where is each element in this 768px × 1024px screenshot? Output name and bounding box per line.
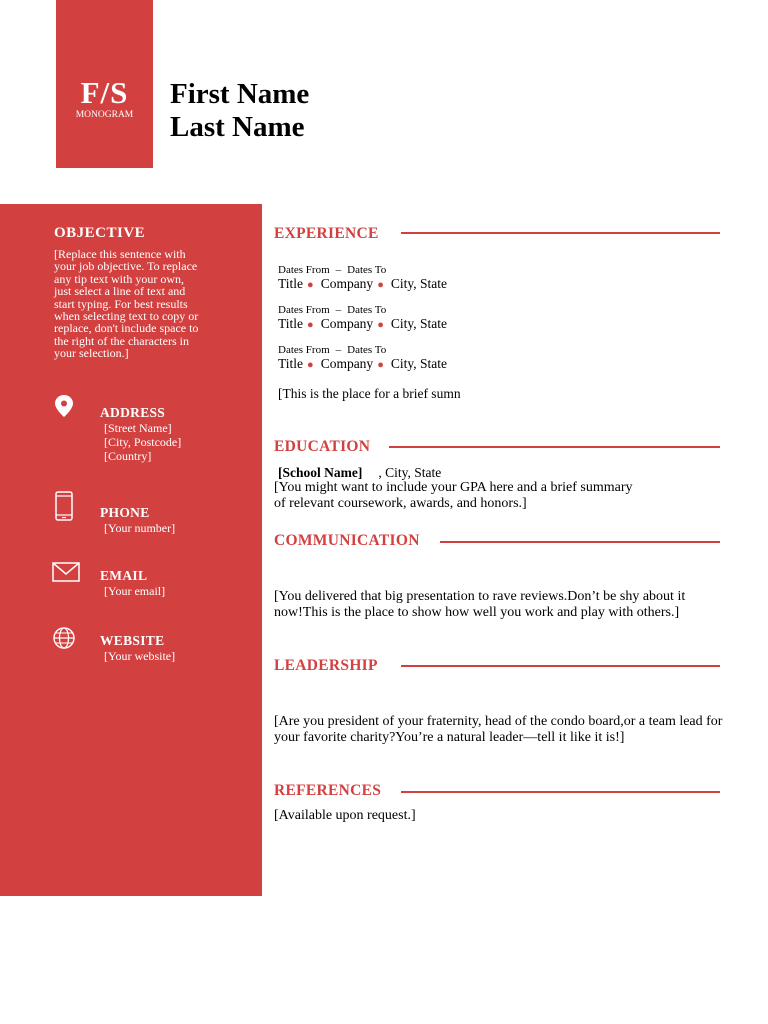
job-2-date-dash: – (335, 304, 342, 316)
bullet-dot-icon: ● (307, 359, 314, 371)
job-3-line (278, 356, 447, 373)
bullet-dot-icon: ● (377, 279, 384, 291)
address-country: [Country] (104, 449, 152, 463)
job-1-location: City, State (390, 276, 447, 291)
last-name: Last Name (170, 111, 305, 143)
first-name: First Name (170, 78, 310, 110)
monogram-label: MONOGRAM (75, 110, 134, 120)
website-value: [Your website] (104, 649, 176, 663)
job-1-dates (278, 264, 386, 276)
job-2-company: Company (320, 316, 374, 331)
bullet-dot-icon: ● (377, 319, 384, 331)
address-street: [Street Name] (104, 421, 172, 435)
school-name: [School Name] (278, 465, 363, 480)
education-title: EDUCATION (274, 438, 371, 455)
job-3-title: Title (278, 356, 304, 371)
bullet-dot-icon: ● (377, 359, 384, 371)
references-text: [Available upon request.] (274, 808, 416, 823)
job-3-date-to: Dates To (347, 344, 387, 356)
job-1-line (278, 276, 447, 293)
job-2-dates (278, 304, 386, 316)
bullet-dot-icon: ● (307, 319, 314, 331)
leadership-text: [Are you president of your fraternity, head of the condo board,or a team lead for your favorite charity?You’re a natural leader—tell it like it is!] (274, 714, 723, 745)
leadership-rule (401, 665, 720, 667)
job-1-date-from: Dates From (278, 264, 330, 276)
job-3-dates (278, 344, 386, 356)
school-line (278, 465, 441, 481)
envelope-icon (52, 562, 80, 582)
job-1-date-dash: – (335, 264, 342, 276)
objective-text: [Replace this sentence with your job objective. To replace any tip text with your own, just select a line of text and start typing. For best results when selecting text to copy or replace, don't include space to the right of the characters in your selection.] (54, 247, 199, 361)
school-location: City, State (385, 465, 442, 480)
bullet-dot-icon: ● (307, 279, 314, 291)
job-3-date-from: Dates From (278, 344, 330, 356)
website-label: WEBSITE (100, 633, 165, 648)
references-rule (401, 791, 720, 793)
monogram-block (56, 0, 153, 168)
sidebar (0, 204, 262, 896)
job-2-line (278, 316, 447, 333)
school-separator: , (378, 465, 382, 480)
job-1-date-to: Dates To (347, 264, 387, 276)
objective-title: OBJECTIVE (54, 225, 146, 241)
globe-icon (52, 626, 76, 650)
communication-rule (440, 541, 720, 543)
references-title: REFERENCES (274, 782, 382, 799)
education-rule (389, 446, 720, 448)
job-1-company: Company (320, 276, 374, 291)
experience-rule (401, 232, 720, 234)
experience-title: EXPERIENCE (274, 225, 379, 242)
job-2-location: City, State (390, 316, 447, 331)
job-2-date-from: Dates From (278, 304, 330, 316)
leadership-title: LEADERSHIP (274, 657, 378, 674)
address-city: [City, Postcode] (104, 435, 182, 449)
email-value: [Your email] (104, 584, 166, 598)
education-text: [You might want to include your GPA here and a brief summary of relevant coursework, awards, and honors.] (274, 480, 633, 511)
phone-icon (52, 491, 76, 521)
location-pin-icon (52, 394, 76, 418)
job-3-date-dash: – (335, 344, 342, 356)
job-1-title: Title (278, 276, 304, 291)
phone-value: [Your number] (104, 521, 176, 535)
job-3-company: Company (320, 356, 374, 371)
address-label: ADDRESS (100, 405, 166, 420)
job-2-date-to: Dates To (347, 304, 387, 316)
experience-summary: [This is the place for a brief sumn (278, 386, 461, 401)
phone-label: PHONE (100, 505, 150, 520)
monogram-letters: F/S (80, 75, 129, 110)
job-3-location: City, State (390, 356, 447, 371)
communication-title: COMMUNICATION (274, 532, 420, 549)
job-2-title: Title (278, 316, 304, 331)
communication-text: [You delivered that big presentation to rave reviews.Don’t be shy about it now!This is the place to show how well you work and play with others.] (274, 589, 686, 620)
email-label: EMAIL (100, 568, 148, 583)
full-name (170, 78, 309, 144)
